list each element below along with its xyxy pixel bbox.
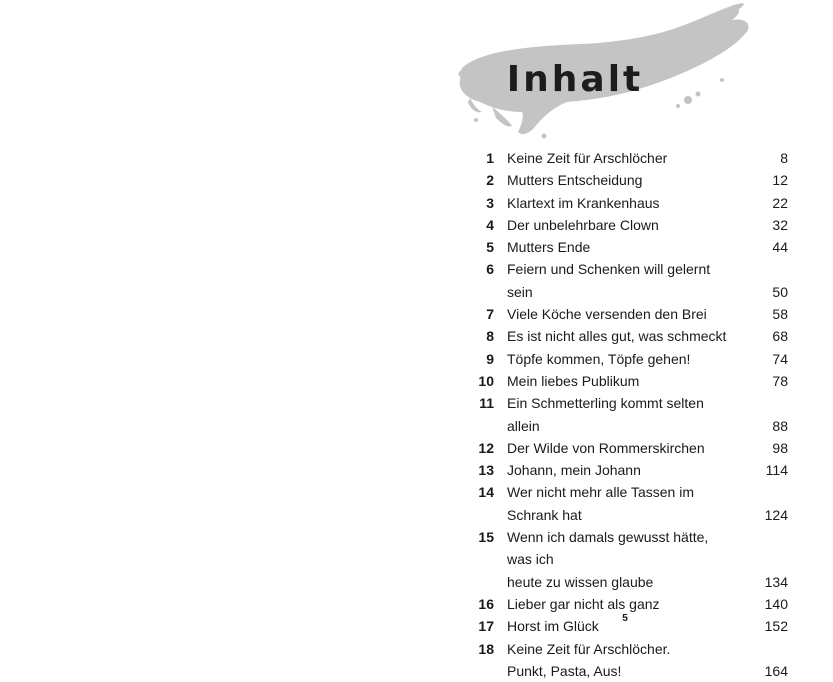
toc-entry-title: Es ist nicht alles gut, was schmeckt <box>507 328 727 345</box>
toc-entry-page: 12 <box>772 172 788 189</box>
toc-entry <box>470 481 788 526</box>
toc-entry-page: 68 <box>772 328 788 345</box>
toc-entry-title: Horst im Glück <box>507 618 599 635</box>
toc-entry-number: 4 <box>486 216 494 233</box>
toc-entry <box>470 236 788 258</box>
toc-entry-number: 18 <box>478 640 494 657</box>
toc-entry-title: Viele Köche versenden den Brei <box>507 306 707 323</box>
toc-entry-number: 11 <box>479 395 494 412</box>
toc-entry-page: 88 <box>772 417 788 434</box>
toc-entry-title: Wer nicht mehr alle Tassen im Schrank hat <box>507 484 694 523</box>
toc-entry-number: 17 <box>478 618 494 635</box>
page-title: Inhalt <box>506 59 644 100</box>
toc-entry-number: 8 <box>486 328 494 345</box>
toc-entry-number: 15 <box>478 529 494 546</box>
toc-entry-title: Der Wilde von Rommerskirchen <box>507 439 705 456</box>
toc-entry-number: 2 <box>486 172 494 189</box>
toc-entry-page: 134 <box>764 573 788 590</box>
toc-entry-title: Töpfe kommen, Töpfe gehen! <box>507 350 691 367</box>
toc-entry <box>470 258 788 303</box>
toc-entry-number: 3 <box>486 194 494 211</box>
toc-entry-page: 74 <box>772 350 788 367</box>
toc-entry-title: Keine Zeit für Arschlöcher. Punkt, Pasta, Aus! <box>507 640 671 679</box>
toc-entry-title: Keine Zeit für Arschlöcher <box>507 150 668 166</box>
toc-entry-page: 140 <box>764 595 788 612</box>
toc-entry-title: Ein Schmetterling kommt selten allein <box>507 395 704 434</box>
toc-entry-number: 16 <box>478 595 494 612</box>
toc-entry <box>470 392 788 437</box>
toc-entry <box>470 593 788 615</box>
toc-entry-page: 124 <box>764 506 788 523</box>
toc-entry-title: Klartext im Krankenhaus <box>507 194 660 211</box>
toc-entry <box>470 325 788 347</box>
toc-entry-title: Feiern und Schenken will gelernt sein <box>507 261 711 300</box>
table-of-contents <box>470 147 788 682</box>
toc-entry <box>470 526 788 593</box>
toc-entry <box>470 303 788 325</box>
toc-entry-number: 10 <box>478 372 494 389</box>
toc-entry-page: 32 <box>772 216 788 233</box>
toc-entry-page: 114 <box>765 462 788 479</box>
toc-entry-number: 1 <box>486 150 494 166</box>
toc-entry-page: 44 <box>772 239 788 256</box>
toc-entry <box>470 348 788 370</box>
toc-entry-page: 58 <box>772 306 788 323</box>
toc-entry-title: Mein liebes Publikum <box>507 372 640 389</box>
toc-entry-title: Johann, mein Johann <box>507 462 641 479</box>
toc-entry-number: 7 <box>486 306 494 323</box>
toc-entry-number: 14 <box>478 484 494 501</box>
toc-entry-page: 22 <box>772 194 788 211</box>
toc-entry-number: 13 <box>478 462 494 479</box>
toc-entry-title: Lieber gar nicht als ganz <box>507 595 660 612</box>
toc-entry-number: 9 <box>486 350 494 367</box>
toc-entry-page: 164 <box>764 662 788 679</box>
toc-entry <box>470 214 788 236</box>
toc-entry-title: Mutters Ende <box>507 239 591 256</box>
toc-entry-number: 12 <box>478 439 494 456</box>
toc-entry <box>470 169 788 191</box>
toc-entry-number: 5 <box>486 239 494 256</box>
toc-entry <box>470 192 788 214</box>
toc-entry-title: Mutters Entscheidung <box>507 172 643 189</box>
toc-entry-title: Der unbelehrbare Clown <box>507 216 659 233</box>
page-number: 5 <box>622 613 628 624</box>
toc-entry <box>470 459 788 481</box>
toc-entry-number: 6 <box>486 261 494 278</box>
toc-entry <box>470 638 788 682</box>
toc-entry-page: 98 <box>772 439 788 456</box>
toc-entry <box>470 370 788 392</box>
toc-entry-page: 50 <box>772 283 788 300</box>
toc-entry-page: 152 <box>764 618 788 635</box>
toc-entry-page: 8 <box>780 150 788 166</box>
toc-entry <box>470 437 788 459</box>
toc-entry-title: Wenn ich damals gewusst hätte, was ich heute zu wissen glaube <box>507 529 709 590</box>
toc-entry-page: 78 <box>772 372 788 389</box>
toc-entry <box>470 147 788 169</box>
